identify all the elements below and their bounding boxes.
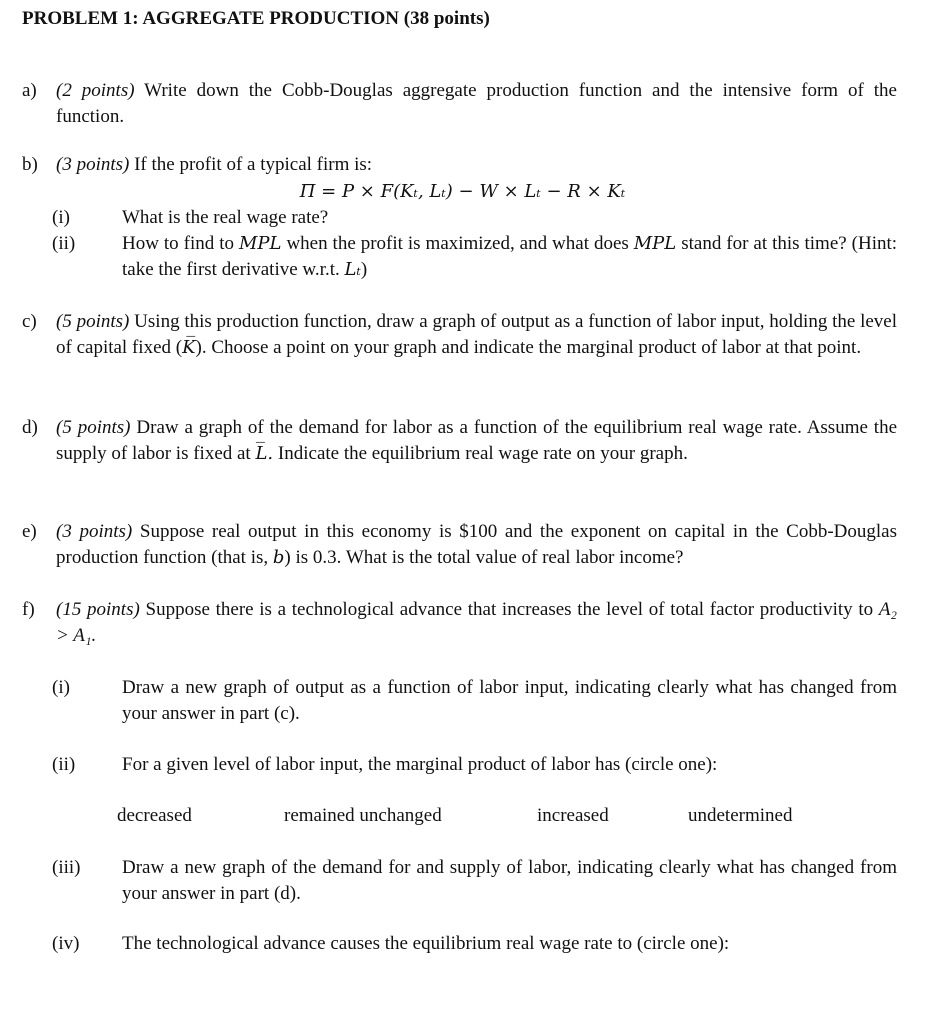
question-a xyxy=(22,78,897,130)
question-b-ii-post: stand for at this time? (Hint: take the first derivative w.r.t. xyxy=(122,233,898,280)
question-d-points: (5 points) xyxy=(56,417,131,438)
question-f-iii xyxy=(52,855,897,907)
labor-variable: Lₜ xyxy=(344,259,361,280)
question-f-iv-text: The technological advance causes the equilibrium real wage rate to (circle one): xyxy=(122,933,730,954)
question-d-label: d) xyxy=(22,417,38,438)
question-f-i-text: Draw a new graph of output as a function of labor input, indicating clearly what has changed from your answer in part (c). xyxy=(122,677,897,724)
question-a-label: a) xyxy=(22,80,37,101)
question-b-i-label: (i) xyxy=(52,207,70,228)
question-d-text-pre: Draw a graph of the demand for labor as a function of the equilibrium real wage rate. Assume the supply of labor is fixed at xyxy=(56,417,898,464)
tfp-inequality: A₂ > A₁. xyxy=(56,599,898,646)
question-b-ii-pre: How to find to xyxy=(122,233,234,254)
question-f-label: f) xyxy=(22,599,35,620)
capital-bar: K̅ xyxy=(182,337,196,358)
question-b xyxy=(22,152,897,178)
exponent-variable: b xyxy=(272,547,285,568)
question-b-text: If the profit of a typical firm is: xyxy=(134,154,373,175)
choice-decreased[interactable]: decreased xyxy=(117,805,192,826)
question-b-ii-mid: when the profit is maximized, and what does xyxy=(286,233,629,254)
problem-title: PROBLEM 1: AGGREGATE PRODUCTION (38 points) xyxy=(22,8,490,29)
question-e-label: e) xyxy=(22,521,37,542)
profit-equation xyxy=(0,179,925,205)
question-c-text-pre: Using this production function, draw a graph of output as a function of labor input, holding the level of capital fixed ( xyxy=(56,311,898,358)
question-d-text-post: Indicate the equilibrium real wage rate on your graph. xyxy=(277,443,688,464)
question-b-i-text: What is the real wage rate? xyxy=(122,207,329,228)
question-f-text: Suppose there is a technological advance that increases the level of total factor productivity to xyxy=(145,599,874,620)
question-b-ii-label: (ii) xyxy=(52,233,76,254)
question-f-iii-text: Draw a new graph of the demand for and supply of labor, indicating clearly what has changed from your answer in part (d). xyxy=(122,857,897,904)
question-b-i xyxy=(52,205,897,231)
profit-equation-text: Π = P × F(Kₜ, Lₜ) − W × Lₜ − R × Kₜ xyxy=(299,181,626,202)
choice-increased[interactable]: increased xyxy=(537,805,609,826)
question-f-ii xyxy=(52,752,897,778)
question-a-text: Write down the Cobb-Douglas aggregate production function and the intensive form of the function. xyxy=(56,80,897,127)
question-c-text-post: ). Choose a point on your graph and indicate the marginal product of labor at that point. xyxy=(195,337,862,358)
question-e-points: (3 points) xyxy=(56,521,133,542)
question-e-text-pre: Suppose real output in this economy is $100 and the exponent on capital in the Cobb-Douglas production function (that is, xyxy=(56,521,898,568)
question-f-points: (15 points) xyxy=(56,599,140,620)
question-b-label: b) xyxy=(22,154,38,175)
choice-undetermined[interactable]: undetermined xyxy=(688,805,793,826)
question-a-points: (2 points) xyxy=(56,80,135,101)
question-e-text-post: ) is 0.3. What is the total value of real labor income? xyxy=(284,547,684,568)
mpl-term-2: MPL xyxy=(633,233,677,254)
question-f-iv-label: (iv) xyxy=(52,933,80,954)
question-b-ii-end: ) xyxy=(360,259,368,280)
question-f-i-label: (i) xyxy=(52,677,70,698)
question-b-points: (3 points) xyxy=(56,154,130,175)
question-f-ii-label: (ii) xyxy=(52,754,76,775)
question-f-iv xyxy=(52,931,897,957)
question-d xyxy=(22,415,897,467)
mpl-term-1: MPL xyxy=(238,233,282,254)
question-f xyxy=(22,597,897,649)
question-f-ii-text: For a given level of labor input, the marginal product of labor has (circle one): xyxy=(122,754,718,775)
mpl-choices xyxy=(0,803,925,829)
choice-remained-unchanged[interactable]: remained unchanged xyxy=(284,805,442,826)
question-b-ii xyxy=(52,231,897,283)
labor-bar: L̅. xyxy=(255,443,274,464)
question-c-points: (5 points) xyxy=(56,311,130,332)
question-e xyxy=(22,519,897,571)
question-f-iii-label: (iii) xyxy=(52,857,81,878)
question-c-label: c) xyxy=(22,311,37,332)
question-f-i xyxy=(52,675,897,727)
question-c xyxy=(22,309,897,361)
